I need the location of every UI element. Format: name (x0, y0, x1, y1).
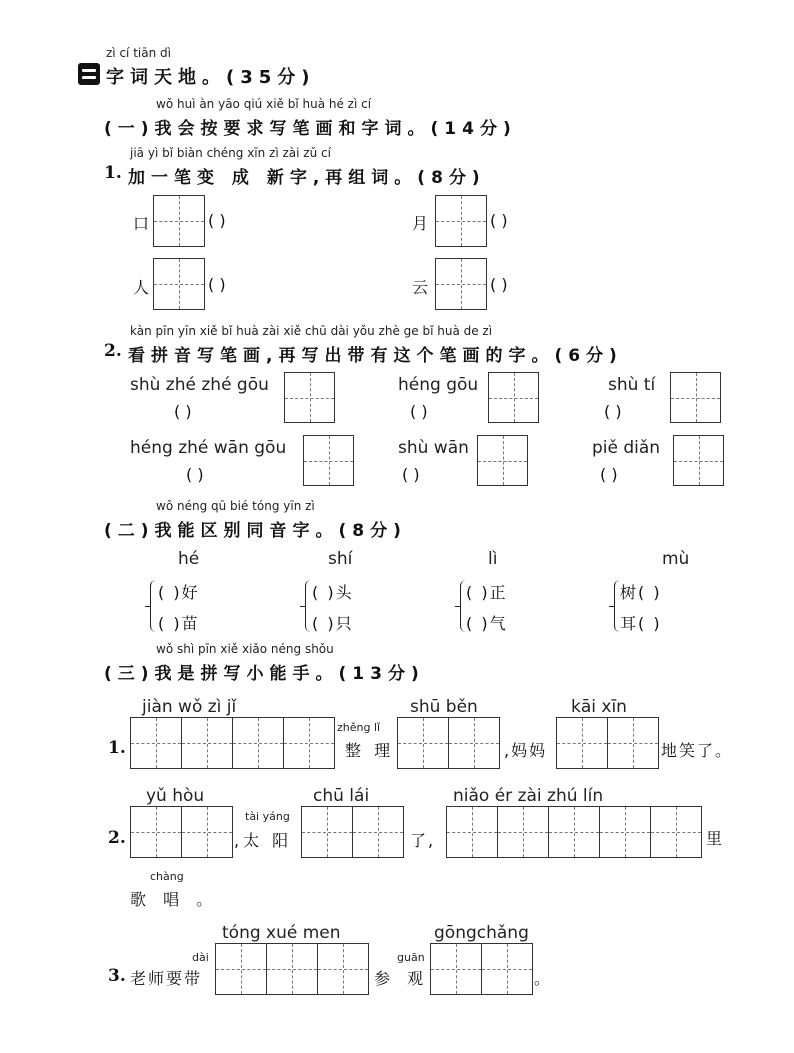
answer-paren[interactable]: ( ) (208, 211, 226, 230)
stroke-pinyin: shù wān (398, 438, 469, 458)
section-title: 字词天地。(35分) (106, 67, 316, 88)
homophone-line[interactable]: ( )正 (466, 583, 508, 602)
stroke-pinyin: shù zhé zhé gōu (130, 375, 269, 395)
s1-pinyin-b: shū běn (410, 697, 478, 717)
part2-pinyin: wǒ néng qū bié tóng yīn zì (156, 499, 315, 513)
q2-pinyin: kàn pīn yīn xiě bǐ huà zài xiě chū dài yǒu zhè ge bǐ huà de zì (130, 324, 493, 338)
writing-grid[interactable] (232, 717, 284, 769)
q1-pinyin: jiā yì bǐ biàn chéng xīn zì zài zǔ cí (130, 146, 331, 160)
writing-grid[interactable] (181, 717, 233, 769)
answer-paren[interactable]: ( ) (600, 465, 618, 484)
q2-number: 2. (104, 341, 122, 361)
writing-grid[interactable] (607, 717, 659, 769)
answer-paren[interactable]: ( ) (490, 211, 508, 230)
writing-grid[interactable] (303, 435, 354, 486)
q2-text: 看拼音写笔画,再写出带有这个笔画的字。(6分) (128, 346, 623, 366)
writing-grid[interactable] (435, 195, 487, 247)
stroke-pinyin: piě diǎn (592, 438, 661, 458)
answer-paren[interactable]: ( ) (410, 402, 428, 421)
writing-grid[interactable] (153, 258, 205, 310)
stroke-pinyin: héng gōu (398, 375, 479, 395)
section-pinyin: zì cí tiān dì (106, 46, 171, 60)
writing-grid[interactable] (284, 372, 335, 423)
writing-grid[interactable] (670, 372, 721, 423)
homophone-line[interactable]: ( )苗 (158, 614, 200, 633)
q1-char-kou: 口 (133, 214, 152, 233)
writing-grid[interactable] (488, 372, 539, 423)
homophone-line[interactable]: ( )头 (312, 583, 354, 602)
q1-char-yue: 月 (412, 214, 431, 233)
s2-text-d: 歌 唱 。 (130, 890, 219, 909)
s1-number: 1. (108, 738, 126, 758)
s3-text-b: 参 观 (374, 969, 430, 988)
s2-pinyin-c: niǎo ér zài zhú lín (453, 786, 604, 806)
writing-grid[interactable] (153, 195, 205, 247)
q1-char-ren: 人 (133, 278, 152, 297)
part2-title: (二)我能区别同音字。(8分) (104, 521, 407, 541)
stroke-pinyin: shù tí (608, 375, 656, 395)
s1-text-a: 整 理 (345, 741, 395, 760)
answer-paren[interactable]: ( ) (208, 275, 226, 294)
part1-pinyin: wǒ huì àn yāo qiú xiě bǐ huà hé zì cí (156, 97, 372, 111)
homophone-line[interactable]: ( )气 (466, 614, 508, 633)
homophone-line[interactable]: ( )好 (158, 583, 200, 602)
writing-grid[interactable] (266, 943, 318, 995)
part3-pinyin: wǒ shì pīn xiě xiǎo néng shǒu (156, 642, 334, 656)
writing-grid[interactable] (556, 717, 608, 769)
writing-grid[interactable] (215, 943, 267, 995)
q1-number: 1. (104, 163, 122, 183)
s3-text-a: 老师要带 (130, 969, 203, 988)
s3-small-pinyin: dài (192, 951, 209, 964)
s3-small-pinyin-2: guān (397, 951, 425, 964)
homophone-line[interactable]: 树( ) (620, 583, 662, 602)
s2-small-pinyin-2: chàng (150, 870, 184, 883)
writing-grid[interactable] (397, 717, 449, 769)
s3-pinyin-b: gōngchǎng (434, 923, 529, 943)
section-number-icon (78, 63, 100, 85)
homophone-pinyin: lì (488, 549, 498, 569)
writing-grid[interactable] (130, 717, 182, 769)
writing-grid[interactable] (477, 435, 528, 486)
writing-grid[interactable] (446, 806, 498, 858)
writing-grid[interactable] (317, 943, 369, 995)
writing-grid[interactable] (599, 806, 651, 858)
writing-grid[interactable] (481, 943, 533, 995)
s1-text-c: 地笑了。 (661, 741, 734, 760)
answer-paren[interactable]: ( ) (604, 402, 622, 421)
answer-paren[interactable]: ( ) (490, 275, 508, 294)
stroke-pinyin: héng zhé wān gōu (130, 438, 287, 458)
writing-grid[interactable] (130, 806, 182, 858)
part3-title: (三)我是拼写小能手。(13分) (104, 664, 425, 684)
answer-paren[interactable]: ( ) (174, 402, 192, 421)
s1-pinyin-c: kāi xīn (571, 697, 627, 717)
writing-grid[interactable] (673, 435, 724, 486)
s2-pinyin-a: yǔ hòu (146, 786, 205, 806)
part1-title: (一)我会按要求写笔画和字词。(14分) (104, 119, 517, 139)
s2-text-a: ,太 阳 (234, 831, 293, 850)
homophone-line[interactable]: ( )只 (312, 614, 354, 633)
writing-grid[interactable] (430, 943, 482, 995)
s2-text-b: 了, (410, 831, 436, 850)
s3-number: 3. (108, 966, 126, 986)
writing-grid[interactable] (448, 717, 500, 769)
s1-small-pinyin: zhěng lǐ (337, 721, 381, 734)
writing-grid[interactable] (650, 806, 702, 858)
answer-paren[interactable]: ( ) (402, 465, 420, 484)
q1-text: 加一笔变 成 新字,再组词。(8分) (128, 168, 486, 188)
s1-pinyin-a: jiàn wǒ zì jǐ (142, 697, 237, 717)
homophone-pinyin: mù (662, 549, 690, 569)
writing-grid[interactable] (435, 258, 487, 310)
homophone-line[interactable]: 耳( ) (620, 614, 662, 633)
writing-grid[interactable] (497, 806, 549, 858)
q1-char-yun: 云 (412, 278, 431, 297)
homophone-pinyin: shí (328, 549, 353, 569)
s2-number: 2. (108, 828, 126, 848)
homophone-pinyin: hé (178, 549, 200, 569)
s2-small-pinyin: tài yáng (245, 810, 290, 823)
s3-text-c: 。 (534, 969, 553, 988)
writing-grid[interactable] (181, 806, 233, 858)
writing-grid[interactable] (548, 806, 600, 858)
writing-grid[interactable] (301, 806, 353, 858)
answer-paren[interactable]: ( ) (186, 465, 204, 484)
s3-pinyin-a: tóng xué men (222, 923, 341, 943)
s1-text-b: ,妈妈 (504, 741, 548, 760)
writing-grid[interactable] (283, 717, 335, 769)
s2-pinyin-b: chū lái (313, 786, 370, 806)
writing-grid[interactable] (352, 806, 404, 858)
s2-text-c: 里 (706, 829, 725, 848)
